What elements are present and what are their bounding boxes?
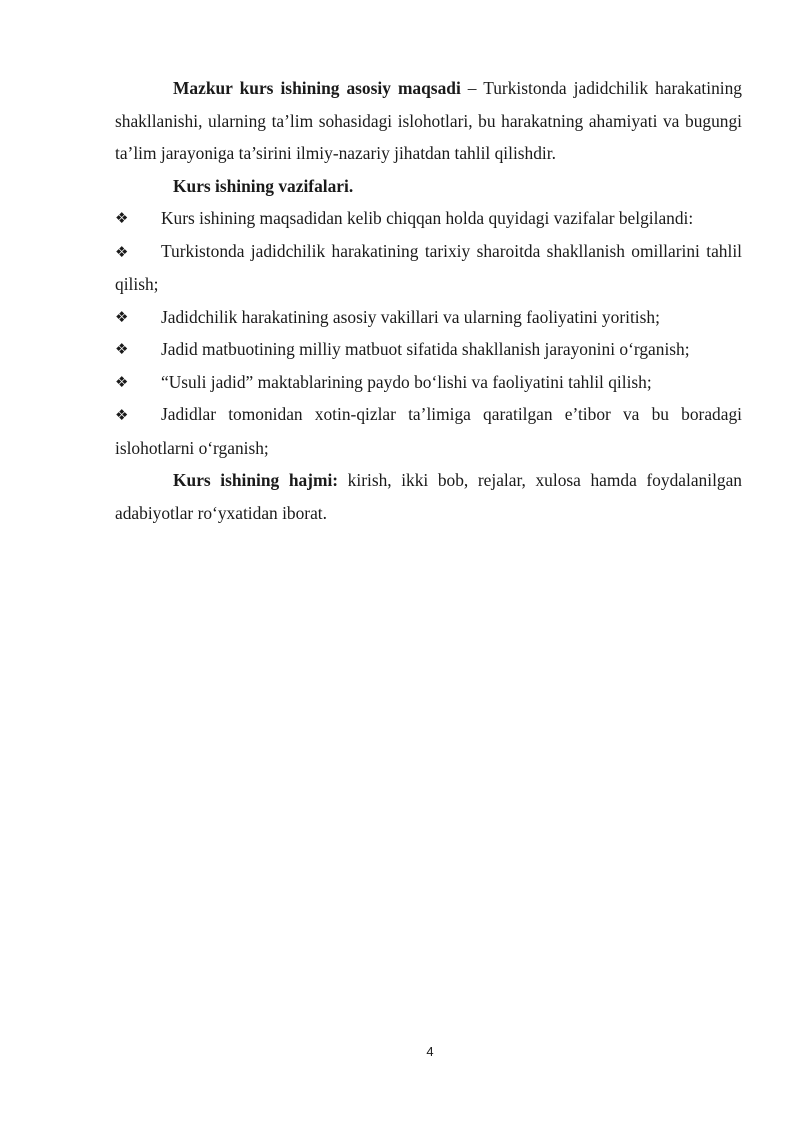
volume-paragraph [115,464,742,529]
volume-text: kirish, ikki bob, rejalar, xulosa hamda foydalanilgan adabiyotlar ro‘yxatidan iborat. [115,470,743,523]
list-item [115,398,742,464]
diamond-bullet-icon: ❖ [115,406,129,424]
volume-bold-lead: Kurs ishining hajmi: [173,470,339,490]
list-item [115,333,742,366]
diamond-bullet-icon: ❖ [115,242,129,261]
body-text [115,72,742,529]
list-item [115,301,742,334]
diamond-bullet-icon: ❖ [115,372,129,391]
list-item [115,235,742,301]
intro-bold-lead: Mazkur kurs ishining asosiy maqsadi [173,78,461,98]
diamond-bullet-icon: ❖ [115,307,129,326]
list-item-text: Turkistonda jadidchilik harakatining tarixiy sharoitda shakllanish omillarini tahlil qilish; [115,240,742,294]
list-item-text: “Usuli jadid” maktablarining paydo bo‘lishi va faoliyatini tahlil qilish; [161,371,652,392]
list-item-text: Jadid matbuotining milliy matbuot sifatida shakllanish jarayonini o‘rganish; [161,339,690,359]
diamond-bullet-icon: ❖ [115,209,129,227]
intro-text: – Turkistonda jadidchilik harakatining shakllanishi, ularning ta’lim sohasidagi islohotlari, bu harakatning ahamiyati va bugungi ta’lim jarayoniga ta’sirini ilmiy-nazariy jihatdan tahlil qilishdir. [115,78,743,163]
tasks-heading: Kurs ishining vazifalari. [173,175,354,196]
diamond-bullet-icon: ❖ [115,340,129,358]
list-item [115,366,742,399]
list-item [115,202,742,235]
list-item-text: Kurs ishining maqsadidan kelib chiqqan holda quyidagi vazifalar belgilandi: [161,208,694,228]
intro-paragraph [115,72,742,170]
list-item-text: Jadidchilik harakatining asosiy vakillari va ularning faoliyatini yoritish; [161,306,660,327]
list-item-text: Jadidlar tomonidan xotin-qizlar ta’limiga qaratilgan e’tibor va bu boradagi islohotlarni o‘rganish; [115,404,742,458]
page-number: 4 [426,1044,434,1059]
